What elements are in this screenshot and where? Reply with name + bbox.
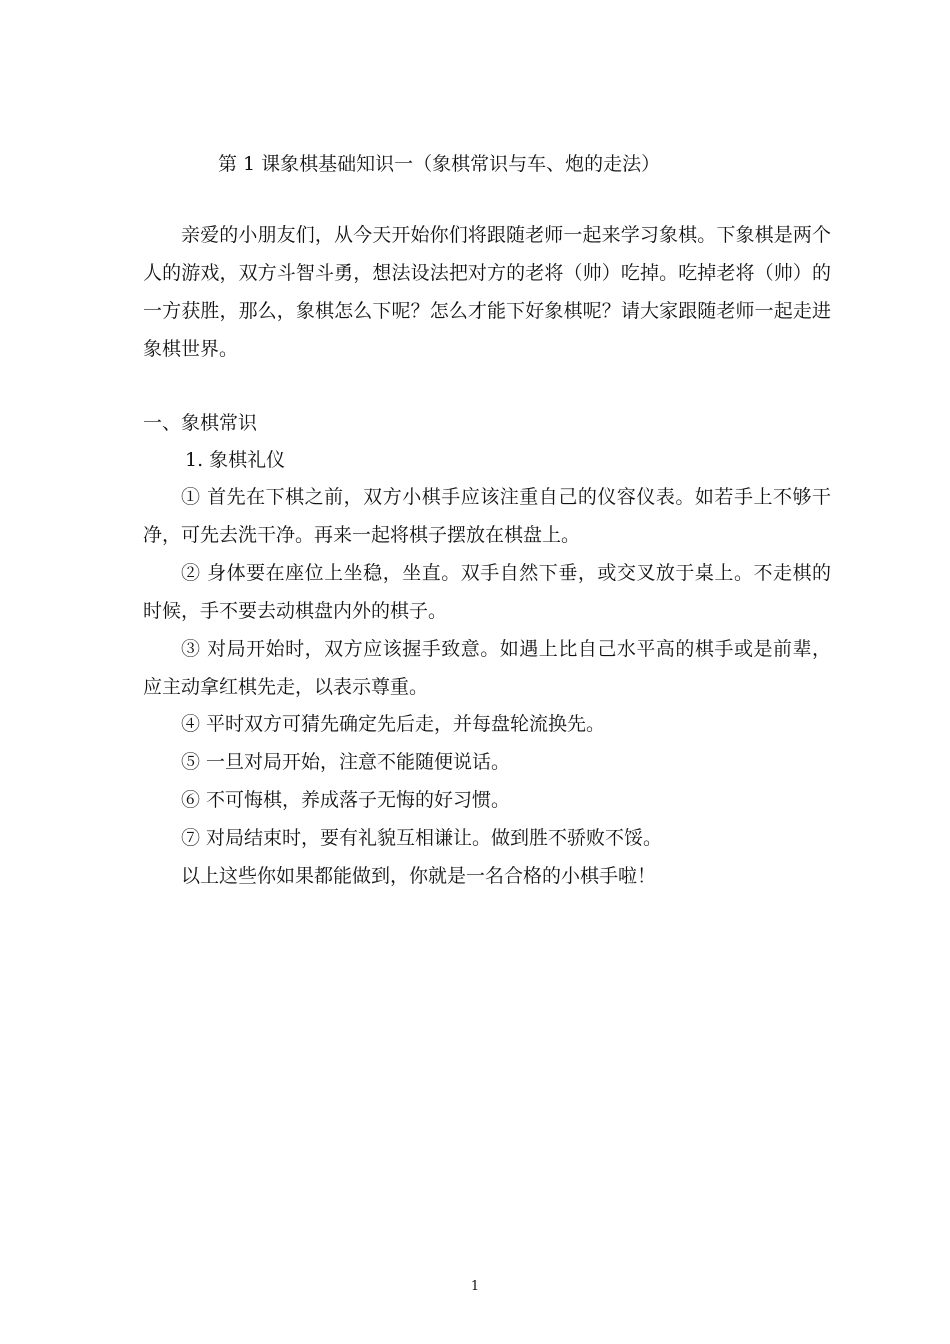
subsection-heading: 1. 象棋礼仪 (185, 449, 286, 471)
rule-paragraph-6: ⑥ 不可悔棋，养成落子无悔的好习惯。 (181, 789, 511, 811)
rule-paragraph-1: ① 首先在下棋之前，双方小棋手应该注重自己的仪容仪表。如若手上不够干净，可先去洗干净。再来一起将棋子摆放在棋盘上。 (143, 486, 831, 546)
page-number: 1 (470, 1279, 480, 1294)
lesson-title: 第 1 课象棋基础知识一（象棋常识与车、炮的走法） (218, 153, 661, 175)
intro-paragraph: 亲爱的小朋友们，从今天开始你们将跟随老师一起来学习象棋。下象棋是两个人的游戏，双方斗智斗勇，想法设法把对方的老将（帅）吃掉。吃掉老将（帅）的一方获胜，那么，象棋怎么下呢？怎么才能下好象棋呢？请大家跟随老师一起走进象棋世界。 (143, 224, 831, 360)
section-heading: 一、象棋常识 (143, 412, 258, 434)
rule-paragraph-2: ② 身体要在座位上坐稳，坐直。双手自然下垂，或交叉放于桌上。不走棋的时候，手不要去动棋盘内外的棋子。 (143, 562, 831, 622)
rule-paragraph-5: ⑤ 一旦对局开始，注意不能随便说话。 (181, 751, 511, 773)
rule-paragraph-4: ④ 平时双方可猜先确定先后走，并每盘轮流换先。 (181, 713, 606, 735)
rule-paragraph-3: ③ 对局开始时，双方应该握手致意。如遇上比自己水平高的棋手或是前辈，应主动拿红棋先走，以表示尊重。 (143, 638, 831, 698)
rule-paragraph-7: ⑦ 对局结束时，要有礼貌互相谦让。做到胜不骄败不馁。 (181, 827, 663, 849)
closing-paragraph: 以上这些你如果都能做到，你就是一名合格的小棋手啦！ (181, 865, 657, 887)
